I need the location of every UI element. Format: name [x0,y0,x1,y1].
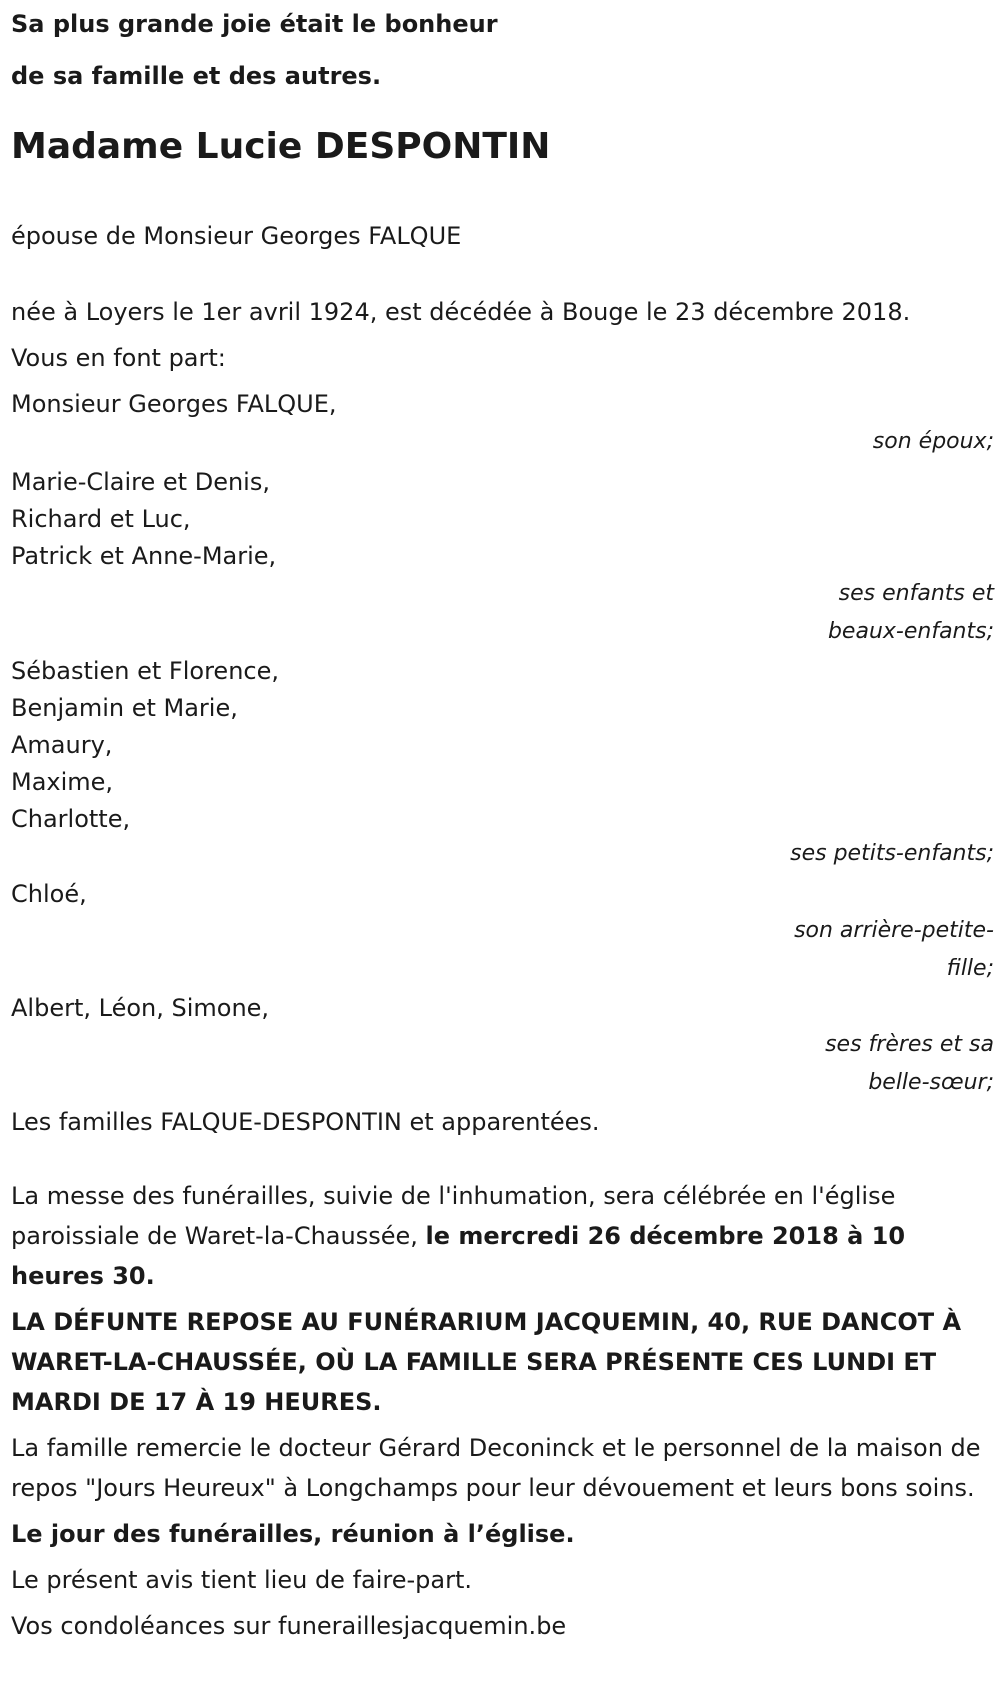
families-line: Les familles FALQUE-DESPONTIN et apparentées. [11,1108,600,1136]
relation-line: son arrière-petite- [794,918,994,943]
deceased-name: Madame Lucie DESPONTIN [11,126,551,167]
family-name-line: Albert, Léon, Simone, [11,994,270,1022]
announce-intro: Vous en font part: [11,344,226,372]
family-name-line: Richard et Luc, [11,505,191,533]
relation-label [11,834,994,874]
relation-label [11,575,994,651]
relation-label [11,1026,994,1102]
relation-label [11,912,994,988]
relation-line: ses frères et sa [825,1032,994,1057]
condolences-line: Vos condoléances sur funeraillesjacquemin.be [11,1612,567,1640]
relation-line: fille; [946,956,994,981]
thanks-paragraph: La famille remercie le docteur Gérard Deconinck et le personnel de la maison de repos "Jours Heureux" à Longchamps pour leur dévouement et leurs bons soins. [11,1434,981,1502]
relation-line: belle-sœur; [868,1070,994,1095]
relation-label [11,422,994,462]
family-name-line: Charlotte, [11,805,131,833]
family-name-line: Benjamin et Marie, [11,694,238,722]
family-group [11,988,994,1102]
family-name-line: Monsieur Georges FALQUE, [11,390,337,418]
relation-line: ses enfants et [838,581,994,606]
family-group [11,384,994,462]
family-name-line: Amaury, [11,731,113,759]
intro-line-2: de sa famille et des autres. [11,62,382,90]
family-name-line: Marie-Claire et Denis, [11,468,270,496]
family-group [11,653,994,874]
obituary-notice [11,0,994,1646]
intro-quote [11,0,991,102]
relation-line: son époux; [872,429,994,454]
relation-line: ses petits-enfants; [790,841,994,866]
intro-line-1: Sa plus grande joie était le bonheur [11,10,498,38]
spouse-line: épouse de Monsieur Georges FALQUE [11,222,462,250]
mass-paragraph [11,1176,991,1296]
family-group [11,464,994,651]
birth-death-line: née à Loyers le 1er avril 1924, est décédée à Bouge le 23 décembre 2018. [11,298,911,326]
gathering-line: Le jour des funérailles, réunion à l’église. [11,1520,575,1548]
family-group [11,874,994,988]
funerarium-paragraph: LA DÉFUNTE REPOSE AU FUNÉRARIUM JACQUEMIN, 40, RUE DANCOT À WARET-LA-CHAUSSÉE, OÙ LA FAMILLE SERA PRÉSENTE CES LUNDI ET MARDI DE 17 À 19 HEURES. [11,1308,962,1416]
family-name-line: Patrick et Anne-Marie, [11,542,277,570]
relation-line: beaux-enfants; [827,619,994,644]
mass-text: La messe des funérailles, suivie de l'inhumation, sera célébrée en l'église paroissiale de Waret-la-Chaussée, [11,1182,896,1250]
family-name-line: Sébastien et Florence, [11,657,279,685]
family-name-line: Chloé, [11,880,87,908]
mass-date: le mercredi 26 décembre 2018 à 10 heures 30. [11,1222,906,1290]
family-name-line: Maxime, [11,768,114,796]
notice-line: Le présent avis tient lieu de faire-part. [11,1566,473,1594]
